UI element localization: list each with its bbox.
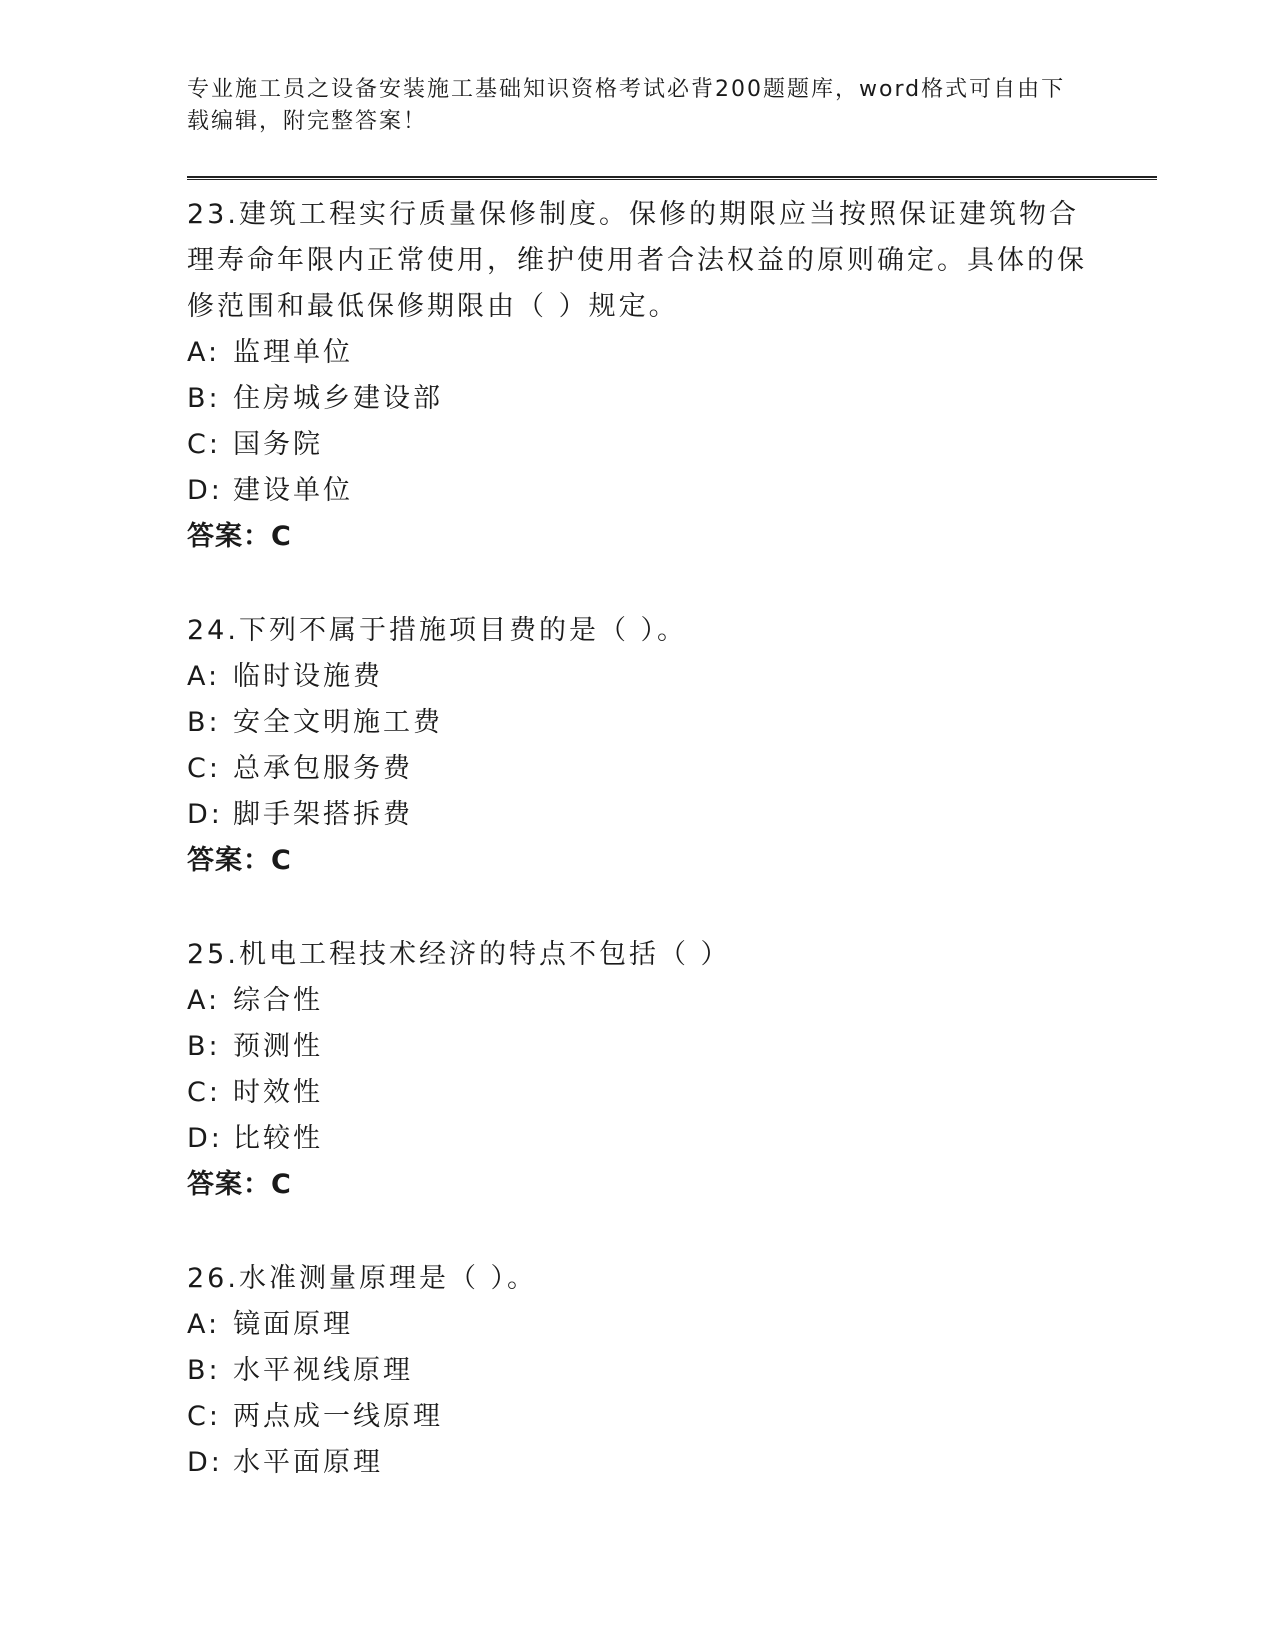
question-25 bbox=[187, 932, 1157, 1208]
option-c bbox=[187, 746, 1157, 792]
option-text: 水平面原理 bbox=[233, 1447, 383, 1478]
option-text: 建设单位 bbox=[233, 475, 353, 506]
option-text: 镜面原理 bbox=[233, 1309, 353, 1340]
option-letter: C: bbox=[187, 1401, 221, 1432]
document-header: 专业施工员之设备安装施工基础知识资格考试必背200题题库，word格式可自由下载编辑，附完整答案！ bbox=[187, 77, 1066, 134]
option-text: 住房城乡建设部 bbox=[233, 383, 443, 414]
question-stem: 24.下列不属于措施项目费的是（ ）。 bbox=[187, 615, 688, 646]
option-a bbox=[187, 1302, 1157, 1348]
option-text: 国务院 bbox=[233, 429, 323, 460]
option-letter: B: bbox=[187, 1355, 221, 1386]
option-d bbox=[187, 1116, 1157, 1162]
option-a bbox=[187, 330, 1157, 376]
question-stem: 23.建筑工程实行质量保修制度。保修的期限应当按照保证建筑物合理寿命年限内正常使用，维护使用者合法权益的原则确定。具体的保修范围和最低保修期限由（ ）规定。 bbox=[187, 199, 1087, 322]
option-letter: A: bbox=[187, 337, 221, 368]
option-text: 预测性 bbox=[233, 1031, 323, 1062]
answer-line: 答案：C bbox=[187, 845, 292, 876]
option-a bbox=[187, 654, 1157, 700]
question-24 bbox=[187, 608, 1157, 884]
option-c bbox=[187, 1070, 1157, 1116]
option-c bbox=[187, 1394, 1157, 1440]
option-d bbox=[187, 468, 1157, 514]
option-d bbox=[187, 792, 1157, 838]
option-letter: A: bbox=[187, 661, 221, 692]
option-d bbox=[187, 1440, 1157, 1486]
question-list bbox=[187, 192, 1157, 1486]
option-text: 比较性 bbox=[233, 1123, 323, 1154]
header-divider bbox=[187, 176, 1157, 180]
option-text: 水平视线原理 bbox=[233, 1355, 413, 1386]
answer-line: 答案：C bbox=[187, 1169, 292, 1200]
document-page bbox=[187, 74, 1157, 1534]
question-23 bbox=[187, 192, 1157, 560]
answer-line: 答案：C bbox=[187, 521, 292, 552]
question-26 bbox=[187, 1256, 1157, 1486]
option-b bbox=[187, 376, 1157, 422]
option-text: 时效性 bbox=[233, 1077, 323, 1108]
option-letter: B: bbox=[187, 707, 221, 738]
option-letter: A: bbox=[187, 1309, 221, 1340]
option-text: 安全文明施工费 bbox=[233, 707, 443, 738]
option-letter: B: bbox=[187, 1031, 221, 1062]
option-letter: C: bbox=[187, 429, 221, 460]
option-letter: B: bbox=[187, 383, 221, 414]
option-letter: D: bbox=[187, 475, 223, 506]
option-text: 临时设施费 bbox=[233, 661, 383, 692]
option-c bbox=[187, 422, 1157, 468]
question-stem: 26.水准测量原理是（ ）。 bbox=[187, 1263, 538, 1294]
option-text: 综合性 bbox=[233, 985, 323, 1016]
option-b bbox=[187, 700, 1157, 746]
option-letter: D: bbox=[187, 1123, 223, 1154]
option-text: 两点成一线原理 bbox=[233, 1401, 443, 1432]
option-letter: C: bbox=[187, 753, 221, 784]
option-letter: A: bbox=[187, 985, 221, 1016]
option-letter: D: bbox=[187, 1447, 223, 1478]
option-text: 监理单位 bbox=[233, 337, 353, 368]
option-b bbox=[187, 1024, 1157, 1070]
option-letter: C: bbox=[187, 1077, 221, 1108]
option-b bbox=[187, 1348, 1157, 1394]
question-stem: 25.机电工程技术经济的特点不包括（ ） bbox=[187, 939, 731, 970]
option-text: 总承包服务费 bbox=[233, 753, 413, 784]
option-a bbox=[187, 978, 1157, 1024]
option-letter: D: bbox=[187, 799, 223, 830]
option-text: 脚手架搭拆费 bbox=[233, 799, 413, 830]
